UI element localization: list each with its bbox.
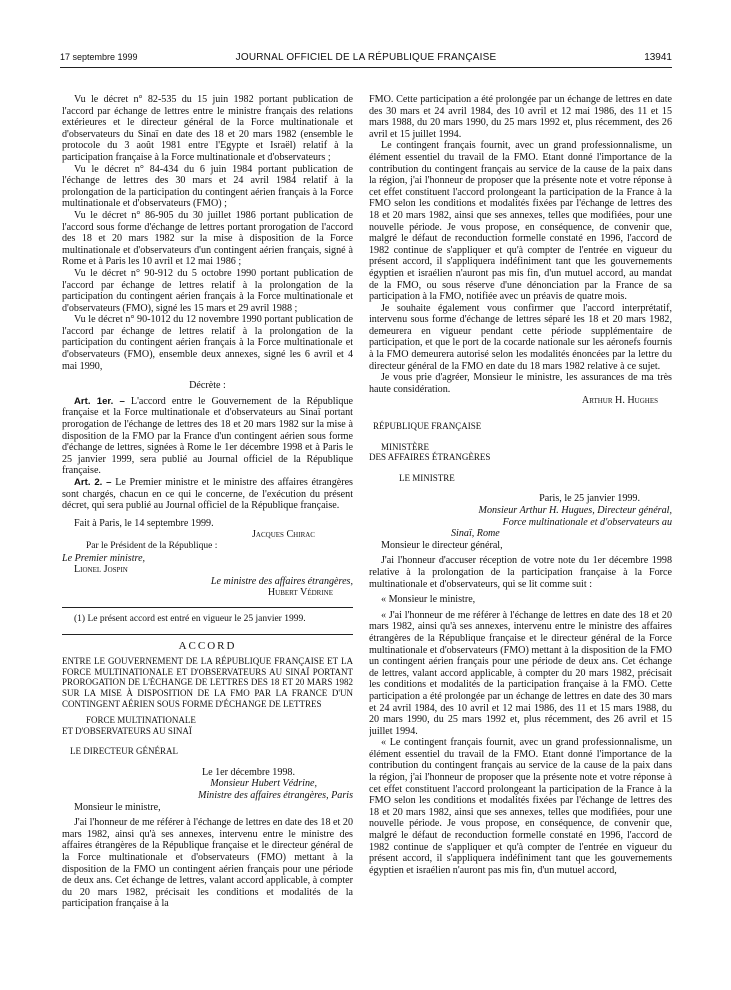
running-header (60, 52, 672, 66)
right-para-4: Je vous prie d'agréer, Monsieur le ministre, les assurances de ma très haute considération. (369, 372, 672, 395)
par-le-president: Par le Président de la République : (86, 540, 218, 551)
vu-decret-1990b: Vu le décret n° 90-1012 du 12 novembre 1990 portant publication de l'accord par échange de lettres relatif à la prolongation de la participation du contingent aérien français à la Force multinationale et d'observateurs (FMO), ensemble deux annexes, signé les 6 avril et 4 mai 1990, (62, 314, 353, 372)
letter-body: J'ai l'honneur de me référer à l'échange de lettres en date des 18 et 20 mars 1982, ainsi qu'à ses annexes, intervenu entre le ministre des affaires étrangères de la République française et le directeur général de la Force multinationale et d'observateurs (FMO) mettant à la disposition de la FMO un contingent aérien français pour une période de deux ans. Cet échange de lettres, valant accord applicable, à compter du 20 mars 1982, précisait les conditions et modalités de la participation française à la (62, 817, 353, 910)
quote-para-2: « Le contingent français fournit, avec un grand professionnalisme, un élément essentiel du travail de la FMO. Etant donné l'importance de la contribution du contingent français au service de la cause de la paix dans la région, j'ai l'honneur de proposer que la présente note et votre réponse à cet effet constituent l'accord prolongeant la participation de la France à la FMO selon les conditions et modalités fixées par l'échange de lettres des 18 et 20 mars 1982, ainsi que ses annexes, telles que modifiées, pour une nouvelle période. Je vous propose, en conséquence, de convenir que, malgré le défaut de reconduction formelle constaté en 1996, l'accord de 1982 continue de s'appliquer et qu'à compter de l'entrée en vigueur du présent accord, il s'appliquera indéfiniment tant que les gouvernements égyptien et israélien n'auront pas mis fin, d'un mutuel accord, (369, 737, 672, 876)
article-2 (62, 477, 353, 512)
addressee-city: Sinaï, Rome (451, 528, 500, 540)
accuse-reception: J'ai l'honneur d'accuser réception de votre note du 1er décembre 1998 relative à la prolongation de la participation française à la Force multinationale et d'observateurs, qui se lit comme suit : (369, 555, 672, 590)
right-para-2: Le contingent français fournit, avec un grand professionnalisme, un élément essentiel du travail de la FMO. Etant donné l'importance de la contribution du contingent français au service de la cause de la paix dans la région, j'ai l'honneur de proposer que la présente note et votre réponse à cet effet constituent l'accord prolongeant la participation de la France à la FMO selon les conditions et modalités fixées par l'échange de lettres des 18 et 20 mars 1982, ainsi que ses annexes, telles que modifiées, pour une nouvelle période. Je vous propose, en conséquence, de convenir que, malgré le défaut de reconduction formelle constaté en 1996, l'accord de 1982 continue de s'appliquer et qu'à compter de l'entrée en vigueur du présent accord, il s'appliquera indéfiniment tant que les gouvernements égyptien et israélien n'auront pas mis fin, d'un mutuel accord, au mandat de la FMO, ou sous réserve d'une dénonciation par la France de sa participation à la FMO, notifiée avec un préavis de quatre mois. (369, 140, 672, 303)
vu-decret-1990a: Vu le décret n° 90-912 du 5 octobre 1990 portant publication de l'accord par échange de lettres relatif à la prolongation de la participation du contingent aérien français à la Force multinationale et d'observateurs (FMO), signé les 15 mars et 29 avril 1988 ; (62, 267, 353, 314)
quote-salutation: « Monsieur le ministre, (381, 594, 476, 606)
paris-date: Paris, le 25 janvier 1999. (539, 493, 640, 505)
right-salutation: Monsieur le directeur général, (381, 539, 503, 551)
left-column (62, 94, 353, 984)
accord-title: ACCORD (178, 639, 237, 652)
ministre-affaires-etrangeres: Le ministre des affaires étrangères, (210, 575, 353, 587)
affaires-etrangeres: DES AFFAIRES ÉTRANGÈRES (369, 452, 491, 463)
fmo-line-1: FORCE MULTINATIONALE (86, 715, 196, 726)
right-column (369, 94, 672, 984)
vu-decret-1986: Vu le décret n° 86-905 du 30 juillet 1986 portant publication de l'accord sous forme d'échange de lettres portant prorogation de l'accord des 18 et 20 mars 1982 sur la mise à disposition de la Force multinationale et d'observateurs d'un contingent aérien français, signé à Rome et à Paris les 10 avril et 12 mai 1986 ; (62, 209, 353, 268)
salutation: Monsieur le ministre, (74, 801, 161, 813)
article-2-text: Le Premier ministre et le ministre des affaires étrangères sont chargés, chacun en ce qui le concerne, de l'exécution du présent décret, qui sera publié au Journal officiel de la République française. (62, 477, 353, 512)
article-1-label: Art. 1er. – (74, 395, 125, 407)
addressee-force: Force multinationale et d'observateurs au (502, 516, 672, 528)
signature-jospin: Lionel Jospin (74, 564, 128, 576)
vu-decret-1982: Vu le décret n° 82-535 du 15 juin 1982 portant publication de l'accord par échange de lettres entre le ministre français des relations extérieures et le directeur général de la Force multinationale et d'observateurs du Sinaï en date des 18 et 20 mars 1982 (ensemble le protocole du 3 août 1981 entre l'Egypte et Israël) relatif à la participation française à la Force multinationale et d'observateurs ; (62, 94, 353, 163)
header-date: 17 septembre 1999 (60, 52, 138, 62)
addressee-hughes: Monsieur Arthur H. Hugues, Directeur général, (478, 505, 672, 516)
footnote: (1) Le présent accord est entré en vigueur le 25 janvier 1999. (74, 613, 306, 624)
header-rule (60, 67, 672, 68)
letter-date: Le 1er décembre 1998. (201, 766, 295, 778)
addressee-name: Monsieur Hubert Védrine, (210, 778, 317, 790)
directeur-general: LE DIRECTEUR GÉNÉRAL (70, 746, 178, 757)
signature-chirac: Jacques Chirac (252, 529, 315, 541)
fmo-line-2: ET D'OBSERVATEURS AU SINAÏ (62, 725, 192, 736)
fait-a-paris: Fait à Paris, le 14 septembre 1999. (74, 517, 214, 529)
republique-francaise: RÉPUBLIQUE FRANÇAISE (373, 421, 482, 432)
addressee-title: Ministre des affaires étrangères, Paris (197, 790, 353, 802)
quote-para-1: « J'ai l'honneur de me référer à l'échange de lettres en date des 18 et 20 mars 1982, ainsi qu'à ses annexes, intervenu entre le ministre des affaires étrangères de la République française et le directeur général de la Force multinationale et d'observateurs (FMO) mettant à la disposition de la FMO un contingent aérien français pour une période de deux ans. Cet échange de lettres, valant accord applicable, à compter du 20 mars 1982, précisait les conditions et modalités de la participation française à la FMO. Cette participation a été prolongée par un échange de lettres en date des 30 mars et 24 avril 1984, des 10 avril et 12 mai 1986, des 11 et 15 mars 1988, du 20 mars 1990, du 25 mars 1992 et, plus récemment, des 26 avril et 15 juillet 1994. (369, 609, 672, 737)
signature-vedrine: Hubert Védrine (267, 587, 333, 599)
note-rule (62, 607, 353, 608)
article-1-text: L'accord entre le Gouvernement de la République française et la Force multinationale et d'observateurs au Sinaï portant prorogation de l'échange de lettres des 18 et 20 mars 1982 sur la mise à disposition de la FMO par la France d'un contingent aérien sous forme d'échange de lettres, signées à Rome le 1er décembre 1998 et à Paris le 25 janvier 1999, sera publié au Journal officiel de la République française. (62, 395, 353, 477)
header-journal-title: JOURNAL OFFICIEL DE LA RÉPUBLIQUE FRANÇAISE (235, 52, 497, 63)
right-para-1: FMO. Cette participation a été prolongée par un échange de lettres en date des 30 mars et 24 avril 1984, des 10 avril et 12 mai 1986, des 11 et 15 mars 1988, du 20 mars 1990, du 25 mars 1992 et, plus récemment, des 26 avril et 15 juillet 1994. (369, 94, 672, 140)
le-ministre: LE MINISTRE (399, 472, 455, 483)
ministere: MINISTÈRE (381, 441, 429, 452)
accord-subtitle: ENTRE LE GOUVERNEMENT DE LA RÉPUBLIQUE FRANÇAISE ET LA FORCE MULTINATIONALE ET D'OBSERVATEURS AU SINAÏ PORTANT PROROGATION DE L'ÉCHANGE DE LETTRES DES 18 ET 20 MARS 1982 SUR LA MISE À DISPOSITION DE LA FMO PAR LA FRANCE D'UN CONTINGENT AÉRIEN SOUS FORME D'ÉCHANGE DE LETTRES (62, 656, 353, 709)
premier-ministre: Le Premier ministre, (62, 552, 146, 564)
vu-decret-1984: Vu le décret n° 84-434 du 6 juin 1984 portant publication de l'échange de lettres des 30 mars et 24 avril 1984 relatif à la prolongation de la participation du contingent aérien français à la Force multinationale et d'observateurs (FMO) ; (62, 163, 353, 210)
signature-hughes: Arthur H. Hughes (581, 395, 658, 407)
accord-rule (62, 634, 353, 635)
header-page-number: 13941 (644, 52, 672, 63)
right-para-3: Je souhaite également vous confirmer que l'accord interprétatif, intervenu sous forme d'échange de lettres séparé les 18 et 20 mars 1982, demeurera en vigueur pendant cette période supplémentaire de participation, et que le port de la cocarde nationale sur les aéronefs fournis à la FMO demeurera autorisé selon les modalités énoncées par la lettre du directeur général de la FMO en date du 18 mars 1982 relative à ce sujet. (369, 302, 672, 372)
article-1 (62, 396, 353, 477)
decrete: Décrète : (189, 380, 226, 392)
article-2-label: Art. 2. – (74, 477, 112, 488)
